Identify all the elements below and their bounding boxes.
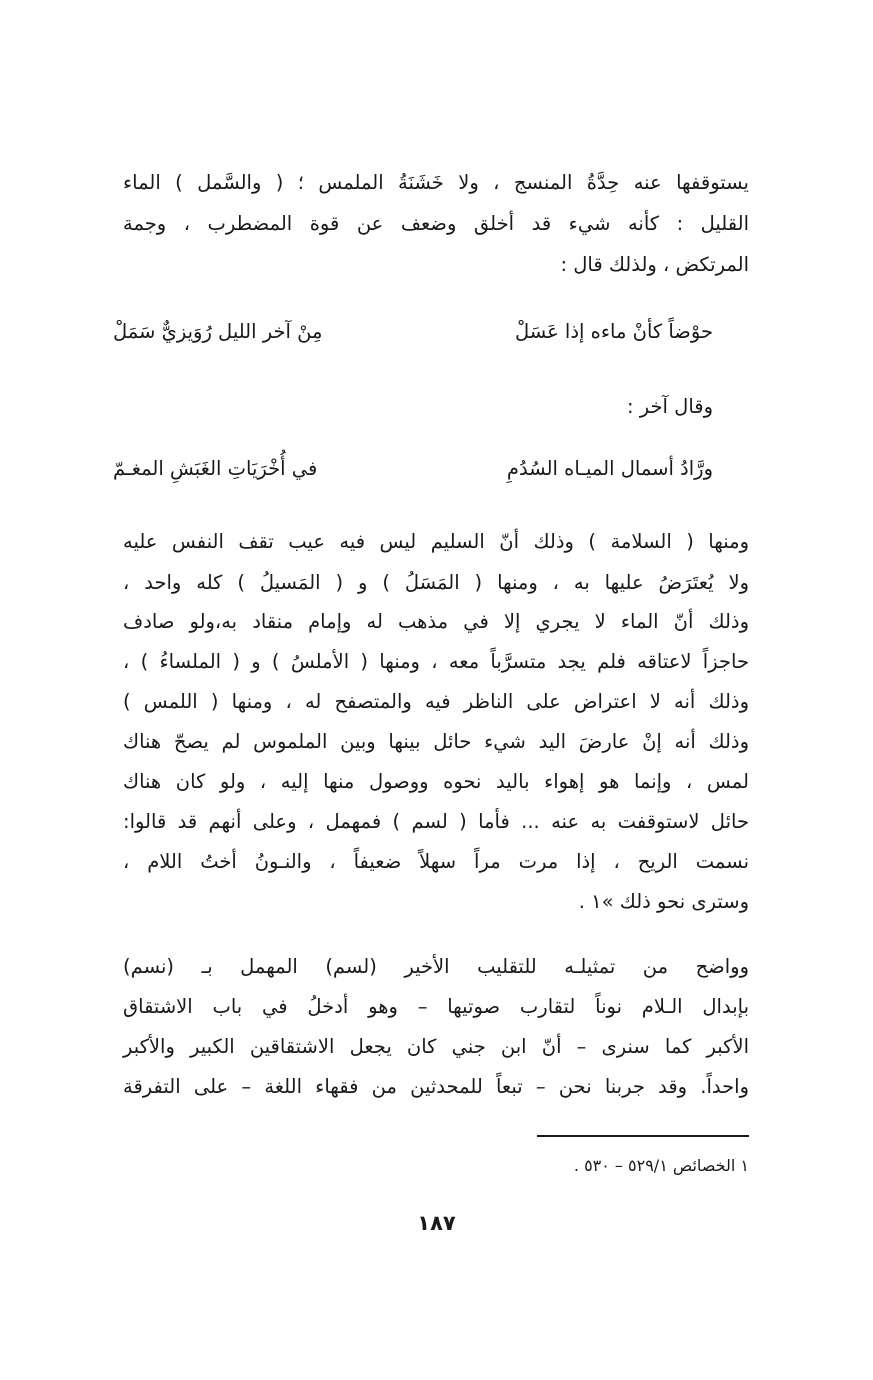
poetry-verse (113, 315, 713, 349)
page-number: ١٨٧ (417, 1211, 456, 1235)
text-line: بإبدال الـلام نوناً لتقارب صوتيها – وهو أدخلُ في باب الاشتقاق (123, 995, 749, 1018)
text-line: وذلك أنّ الماء لا يجري إلا في مذهب له وإمام منقاد به،ولو صادف (123, 610, 749, 633)
text-line: لمس ، وإنما هو إهواء باليد نحوه ووصول منها إليه ، ولو كان هناك (123, 770, 749, 793)
text-line: نسمت الريح ، إذا مرت مراً سهلاً ضعيفاً ، والنـونُ أختُ اللام ، (123, 850, 749, 873)
poetry-verse (113, 452, 713, 486)
text-line: القليل : كأنه شيء قد أخلق وضعف عن قوة المضطرب ، وجمة (123, 212, 749, 235)
text-line: يستوقفها عنه حِدَّةُ المنسج ، ولا خَشَنَةُ الملمس ؛ ( والسَّمل ) الماء (123, 171, 749, 194)
text-line: المرتكض ، ولذلك قال : (560, 253, 749, 276)
text-line: وسترى نحو ذلك »١ . (578, 890, 749, 913)
verse-second-hemistich: مِنْ آخر الليل رُوَيزيٌّ سَمَلْ (113, 320, 323, 343)
text-line: وذلك أنه لا اعتراض على الناظر فيه والمتصفح له ، ومنها ( اللمس ) (123, 690, 749, 713)
verse-first-hemistich: ورَّادُ أسمال الميـاه السُدُمِ (506, 457, 713, 480)
text-line: حائل لاستوقفت به عنه ... فأما ( لسم ) فمهمل ، وعلى أنهم قد قالوا: (123, 810, 749, 833)
verse-second-hemistich: في أُخْرَيَاتِ الغَبَشِ المغـمّ (113, 457, 318, 480)
verse-first-hemistich: حوْضاً كأنْ ماءه إذا عَسَلْ (514, 320, 713, 343)
text-line: حاجزاً لاعتاقه فلم يجد متسرَّباً معه ، ومنها ( الأملسُ ) و ( الملساءُ ) ، (123, 650, 749, 673)
footnote-divider (537, 1135, 749, 1137)
text-line: الأكبر كما سنرى – أنّ ابن جني كان يجعل الاشتقاقين الكبير والأكبر (123, 1035, 749, 1058)
text-line: وواضح من تمثيلـه للتقليب الأخير (لسم) المهمل بـ (نسم) (123, 955, 749, 978)
text-line: ومنها ( السلامة ) وذلك أنّ السليم ليس فيه عيب تقف النفس عليه (123, 530, 749, 553)
text-line: ولا يُعتَرَضُ عليها به ، ومنها ( المَسَلُ ) و ( المَسيلُ ) كله واحد ، (123, 571, 749, 594)
text-line: واحداً. وقد جربنا نحن – تبعاً للمحدثين من فقهاء اللغة – على التفرقة (123, 1075, 749, 1098)
verse-intro: وقال آخر : (626, 395, 713, 418)
footnote: ١ الخصائص ٥٢٩/١ – ٥٣٠ . (573, 1156, 749, 1175)
text-line: وذلك أنه إنْ عارضَ اليد شيء حائل بينها وبين الملموس لم يصحّ هناك (123, 730, 749, 753)
